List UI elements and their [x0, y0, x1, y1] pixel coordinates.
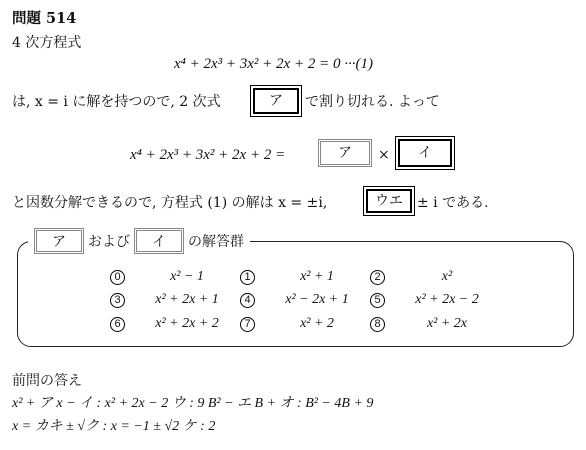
- times-sign: ×: [378, 147, 390, 163]
- choice-number[interactable]: 1: [240, 270, 255, 285]
- choice-number[interactable]: 4: [240, 293, 255, 308]
- answer-box-a[interactable]: ア: [253, 88, 299, 114]
- choice-expression: x² − 1: [170, 269, 204, 284]
- legend-box-i: イ: [134, 228, 184, 254]
- factor-box-i[interactable]: イ: [398, 139, 452, 167]
- choice-number[interactable]: 2: [370, 270, 385, 285]
- choice-number[interactable]: 7: [240, 317, 255, 332]
- line2-post: で割り切れる. よって: [305, 94, 440, 110]
- answers-heading: 前問の答え: [12, 373, 82, 389]
- choice-expression: x²: [441, 269, 453, 284]
- legend-suffix: の解答群: [188, 234, 244, 250]
- choice-expression: x² − 2x + 1: [285, 292, 349, 307]
- equation-1: x⁴ + 2x³ + 3x² + 2x + 2 = 0 ···(1): [174, 56, 373, 72]
- choice-expression: x² + 2x − 2: [415, 292, 479, 307]
- equation-2-lhs: x⁴ + 2x³ + 3x² + 2x + 2 =: [130, 147, 286, 163]
- answer-box-ue[interactable]: ウエ: [366, 189, 412, 213]
- line3-pre: と因数分解できるので, 方程式 (1) の解は x = ±i,: [12, 195, 328, 211]
- choice-expression: x² + 2x + 1: [155, 292, 219, 307]
- choice-number[interactable]: 6: [110, 317, 125, 332]
- choice-number[interactable]: 3: [110, 293, 125, 308]
- factor-box-a[interactable]: ア: [318, 139, 372, 167]
- answers-line-2: x = カキ ± √ク : x = −1 ± √2 ケ : 2: [12, 419, 216, 434]
- choice-number[interactable]: 5: [370, 293, 385, 308]
- choice-expression: x² + 2x: [426, 316, 468, 331]
- problem-title: 問題 514: [12, 10, 77, 27]
- line2-pre: は, x = i に解を持つので, 2 次式: [12, 94, 221, 110]
- line3-post: ± i である.: [417, 195, 489, 211]
- choice-number[interactable]: 8: [370, 317, 385, 332]
- choice-expression: x² + 1: [300, 269, 334, 284]
- intro-text: 4 次方程式: [12, 35, 82, 51]
- choice-expression: x² + 2: [300, 316, 334, 331]
- answers-line-1: x² + ア x − イ : x² + 2x − 2 ウ : 9 B² − エ B + オ : B² − 4B + 9: [12, 396, 374, 411]
- choice-number[interactable]: 0: [110, 270, 125, 285]
- choices-legend: [28, 227, 250, 255]
- legend-box-a: ア: [34, 228, 84, 254]
- choice-expression: x² + 2x + 2: [155, 316, 219, 331]
- legend-and: および: [88, 234, 130, 250]
